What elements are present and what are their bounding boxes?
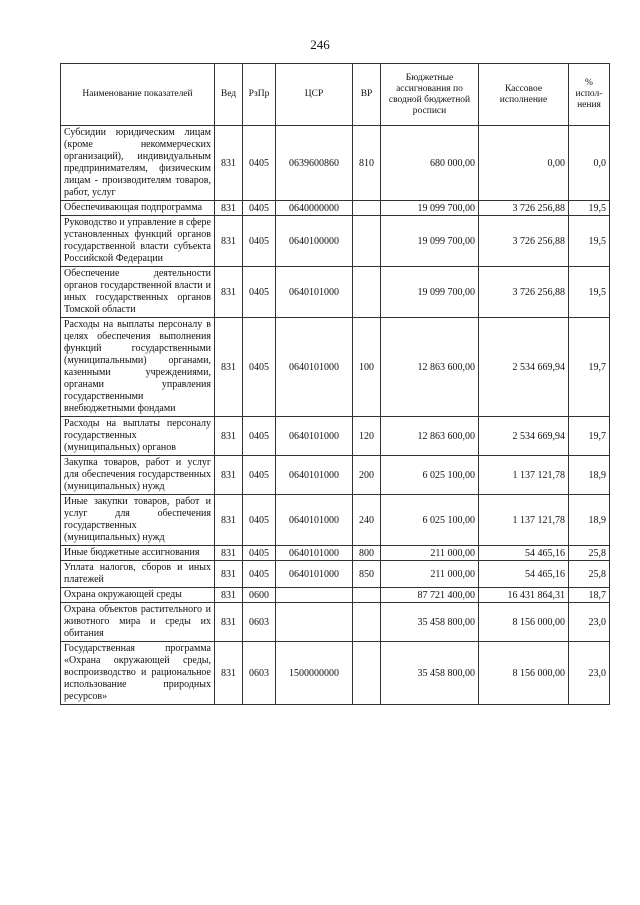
target-article-cell: 1500000000 <box>276 642 353 705</box>
execution-percent-cell: 18,9 <box>569 456 610 495</box>
execution-percent-cell: 18,7 <box>569 588 610 603</box>
section-code-cell: 0405 <box>243 201 276 216</box>
section-code-cell: 0603 <box>243 603 276 642</box>
target-article-cell: 0640100000 <box>276 216 353 267</box>
section-code-cell: 0600 <box>243 588 276 603</box>
budget-allocation-cell: 12 863 600,00 <box>381 318 479 417</box>
expense-type-cell <box>353 216 381 267</box>
execution-percent-cell: 23,0 <box>569 603 610 642</box>
section-code-cell: 0405 <box>243 216 276 267</box>
section-code-cell: 0405 <box>243 318 276 417</box>
department-code-cell: 831 <box>215 318 243 417</box>
department-code-cell: 831 <box>215 417 243 456</box>
expense-type-cell: 810 <box>353 126 381 201</box>
section-code-cell: 0405 <box>243 546 276 561</box>
target-article-cell <box>276 603 353 642</box>
expense-type-cell <box>353 267 381 318</box>
department-code-cell: 831 <box>215 561 243 588</box>
budget-allocation-cell: 35 458 800,00 <box>381 603 479 642</box>
section-code-cell: 0405 <box>243 267 276 318</box>
budget-allocation-cell: 211 000,00 <box>381 546 479 561</box>
expense-type-cell: 800 <box>353 546 381 561</box>
table-row <box>61 456 610 495</box>
execution-percent-cell: 25,8 <box>569 546 610 561</box>
budget-allocation-cell: 19 099 700,00 <box>381 201 479 216</box>
expense-type-cell <box>353 603 381 642</box>
section-code-cell: 0603 <box>243 642 276 705</box>
column-header: Вед <box>215 64 243 126</box>
cash-execution-cell: 16 431 864,31 <box>479 588 569 603</box>
cash-execution-cell: 8 156 000,00 <box>479 642 569 705</box>
section-code-cell: 0405 <box>243 456 276 495</box>
cash-execution-cell: 2 534 669,94 <box>479 417 569 456</box>
execution-percent-cell: 19,5 <box>569 267 610 318</box>
target-article-cell <box>276 588 353 603</box>
target-article-cell: 0640101000 <box>276 546 353 561</box>
table-header-row <box>61 64 610 126</box>
budget-allocation-cell: 6 025 100,00 <box>381 495 479 546</box>
table-row <box>61 561 610 588</box>
department-code-cell: 831 <box>215 546 243 561</box>
column-header: Наименование показателей <box>61 64 215 126</box>
target-article-cell: 0640101000 <box>276 267 353 318</box>
department-code-cell: 831 <box>215 642 243 705</box>
cash-execution-cell: 54 465,16 <box>479 546 569 561</box>
row-name-cell: Расходы на выплаты персоналу государственных (муниципальных) органов <box>61 417 215 456</box>
department-code-cell: 831 <box>215 588 243 603</box>
execution-percent-cell: 19,7 <box>569 417 610 456</box>
cash-execution-cell: 3 726 256,88 <box>479 216 569 267</box>
expense-type-cell <box>353 588 381 603</box>
cash-execution-cell: 8 156 000,00 <box>479 603 569 642</box>
table-body <box>61 126 610 705</box>
target-article-cell: 0639600860 <box>276 126 353 201</box>
department-code-cell: 831 <box>215 456 243 495</box>
execution-percent-cell: 18,9 <box>569 495 610 546</box>
budget-table <box>60 63 610 705</box>
table-row <box>61 318 610 417</box>
expense-type-cell: 120 <box>353 417 381 456</box>
cash-execution-cell: 54 465,16 <box>479 561 569 588</box>
expense-type-cell: 100 <box>353 318 381 417</box>
row-name-cell: Обеспечивающая подпрограмма <box>61 201 215 216</box>
cash-execution-cell: 0,00 <box>479 126 569 201</box>
target-article-cell: 0640101000 <box>276 417 353 456</box>
target-article-cell: 0640000000 <box>276 201 353 216</box>
execution-percent-cell: 25,8 <box>569 561 610 588</box>
budget-allocation-cell: 19 099 700,00 <box>381 216 479 267</box>
expense-type-cell <box>353 201 381 216</box>
cash-execution-cell: 1 137 121,78 <box>479 456 569 495</box>
department-code-cell: 831 <box>215 201 243 216</box>
expense-type-cell: 200 <box>353 456 381 495</box>
table-row <box>61 267 610 318</box>
budget-allocation-cell: 680 000,00 <box>381 126 479 201</box>
table-row <box>61 603 610 642</box>
department-code-cell: 831 <box>215 267 243 318</box>
column-header: Кассовое исполнение <box>479 64 569 126</box>
budget-allocation-cell: 35 458 800,00 <box>381 642 479 705</box>
table-row <box>61 546 610 561</box>
target-article-cell: 0640101000 <box>276 456 353 495</box>
row-name-cell: Субсидии юридическим лицам (кроме некоммерческих организаций), индивидуальным предпринимателям, физическим лицам - производителям товаров, работ, услуг <box>61 126 215 201</box>
section-code-cell: 0405 <box>243 417 276 456</box>
execution-percent-cell: 19,7 <box>569 318 610 417</box>
cash-execution-cell: 1 137 121,78 <box>479 495 569 546</box>
section-code-cell: 0405 <box>243 495 276 546</box>
expense-type-cell <box>353 642 381 705</box>
budget-allocation-cell: 87 721 400,00 <box>381 588 479 603</box>
target-article-cell: 0640101000 <box>276 318 353 417</box>
row-name-cell: Руководство и управление в сфере установленных функций органов государственной власти субъекта Российской Федерации <box>61 216 215 267</box>
row-name-cell: Расходы на выплаты персоналу в целях обеспечения выполнения функций государственными (муниципальными) органами, казенными учреждениями, органами управления государственными внебюджетными фондами <box>61 318 215 417</box>
cash-execution-cell: 3 726 256,88 <box>479 201 569 216</box>
row-name-cell: Закупка товаров, работ и услуг для обеспечения государственных (муниципальных) нужд <box>61 456 215 495</box>
column-header: ЦСР <box>276 64 353 126</box>
execution-percent-cell: 23,0 <box>569 642 610 705</box>
column-header: Бюджетные ассигнования по сводной бюджетной росписи <box>381 64 479 126</box>
page-number: 246 <box>310 37 330 52</box>
budget-allocation-cell: 12 863 600,00 <box>381 417 479 456</box>
row-name-cell: Охрана окружающей среды <box>61 588 215 603</box>
target-article-cell: 0640101000 <box>276 561 353 588</box>
table-row <box>61 495 610 546</box>
row-name-cell: Государственная программа «Охрана окружающей среды, воспроизводство и рациональное использование природных ресурсов» <box>61 642 215 705</box>
expense-type-cell: 850 <box>353 561 381 588</box>
row-name-cell: Иные закупки товаров, работ и услуг для обеспечения государственных (муниципальных) нужд <box>61 495 215 546</box>
cash-execution-cell: 2 534 669,94 <box>479 318 569 417</box>
department-code-cell: 831 <box>215 216 243 267</box>
table-row <box>61 201 610 216</box>
row-name-cell: Уплата налогов, сборов и иных платежей <box>61 561 215 588</box>
table-row <box>61 642 610 705</box>
table-row <box>61 126 610 201</box>
execution-percent-cell: 19,5 <box>569 201 610 216</box>
expense-type-cell: 240 <box>353 495 381 546</box>
section-code-cell: 0405 <box>243 561 276 588</box>
cash-execution-cell: 3 726 256,88 <box>479 267 569 318</box>
row-name-cell: Обеспечение деятельности органов государственной власти и иных государственных органов Томской области <box>61 267 215 318</box>
column-header: ВР <box>353 64 381 126</box>
budget-allocation-cell: 6 025 100,00 <box>381 456 479 495</box>
table-row <box>61 588 610 603</box>
row-name-cell: Иные бюджетные ассигнования <box>61 546 215 561</box>
department-code-cell: 831 <box>215 495 243 546</box>
budget-allocation-cell: 19 099 700,00 <box>381 267 479 318</box>
target-article-cell: 0640101000 <box>276 495 353 546</box>
department-code-cell: 831 <box>215 126 243 201</box>
column-header: РзПр <box>243 64 276 126</box>
department-code-cell: 831 <box>215 603 243 642</box>
execution-percent-cell: 19,5 <box>569 216 610 267</box>
row-name-cell: Охрана объектов растительного и животного мира и среды их обитания <box>61 603 215 642</box>
budget-allocation-cell: 211 000,00 <box>381 561 479 588</box>
column-header: % испол-нения <box>569 64 610 126</box>
table-row <box>61 417 610 456</box>
table-row <box>61 216 610 267</box>
section-code-cell: 0405 <box>243 126 276 201</box>
execution-percent-cell: 0,0 <box>569 126 610 201</box>
